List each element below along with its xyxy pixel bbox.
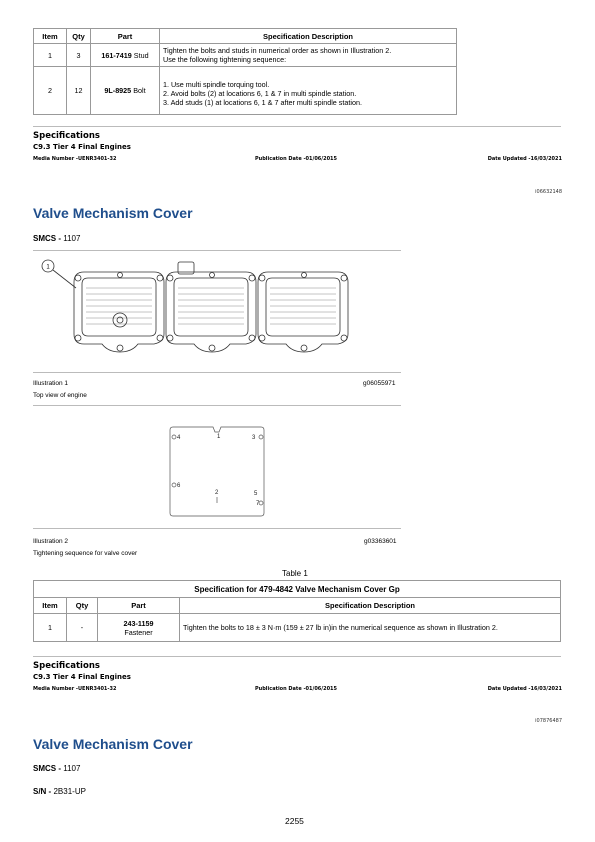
part-name: Fastener xyxy=(124,627,153,637)
col-header-description: Specification Description xyxy=(160,29,457,44)
part-number: 161-7419 xyxy=(101,50,132,60)
media-number: Media Number -UENR3401-32 xyxy=(33,156,117,162)
part-cell xyxy=(91,44,160,67)
col-header-qty: Qty xyxy=(67,598,98,614)
part-cell xyxy=(91,67,160,115)
smcs-code xyxy=(33,234,80,243)
qty-cell: 3 xyxy=(67,44,91,67)
illustration-code: g03363601 xyxy=(364,538,397,545)
cover-middle xyxy=(166,262,256,352)
description-cell: Tighten the bolts to 18 ± 3 N·m (159 ± 27 lb in)in the numerical sequence as shown in Illustration 2. xyxy=(180,614,561,642)
serial-number-range xyxy=(33,787,86,796)
publication-date: Publication Date -01/06/2015 xyxy=(255,156,338,162)
document-id: i06632148 xyxy=(535,189,562,195)
divider xyxy=(33,372,401,373)
section-heading: Valve Mechanism Cover xyxy=(33,736,193,752)
item-cell: 1 xyxy=(34,614,67,642)
description-cell xyxy=(160,67,457,115)
description-line: 1. Use multi spindle torquing tool. xyxy=(163,80,270,89)
publication-date: Publication Date -01/06/2015 xyxy=(255,686,338,692)
divider xyxy=(33,250,401,251)
media-number: Media Number -UENR3401-32 xyxy=(33,686,117,692)
sequence-number: 5 xyxy=(254,491,258,497)
section-heading: Valve Mechanism Cover xyxy=(33,205,193,221)
item-cell: 2 xyxy=(34,67,67,115)
table-row xyxy=(34,44,457,67)
specs-title: Specifications xyxy=(33,131,100,141)
page-number: 2255 xyxy=(285,816,304,826)
part-cell xyxy=(98,614,180,642)
cover-left xyxy=(74,272,164,352)
specs-subtitle: C9.3 Tier 4 Final Engines xyxy=(33,143,131,151)
table-caption: Table 1 xyxy=(282,569,308,578)
divider xyxy=(33,126,561,127)
spec-table-top xyxy=(33,28,457,115)
description-cell xyxy=(160,44,457,67)
table-title: Specification for 479-4842 Valve Mechanism Cover Gp xyxy=(34,581,561,598)
illustration-label: Illustration 1 xyxy=(33,380,69,387)
part-name: Stud xyxy=(133,50,149,60)
description-line: Tighten the bolts and studs in numerical order as shown in Illustration 2. xyxy=(163,46,392,55)
table-row xyxy=(34,67,457,115)
smcs-label: SMCS - xyxy=(33,764,61,773)
col-header-part: Part xyxy=(91,29,160,44)
sequence-number: 4 xyxy=(177,435,181,441)
cover-right xyxy=(258,272,348,352)
date-updated: Date Updated -16/03/2021 xyxy=(487,156,562,162)
illustration-label: Illustration 2 xyxy=(33,538,69,545)
description-line: 3. Add studs (1) at locations 6, 1 & 7 after multi spindle station. xyxy=(163,98,362,107)
illustration-caption: Tightening sequence for valve cover xyxy=(33,550,138,557)
smcs-value: 1107 xyxy=(63,234,81,243)
sequence-number: 1 xyxy=(217,434,221,440)
col-header-qty: Qty xyxy=(67,29,91,44)
item-cell: 1 xyxy=(34,44,67,67)
sequence-number: 7 xyxy=(256,501,260,507)
divider xyxy=(33,528,401,529)
sn-value: 2B31-UP xyxy=(53,787,86,796)
smcs-label: SMCS - xyxy=(33,234,61,243)
description-line: 2. Avoid bolts (2) at locations 6, 1 & 7 in multi spindle station. xyxy=(163,89,357,98)
qty-cell: 12 xyxy=(67,67,91,115)
specs-subtitle: C9.3 Tier 4 Final Engines xyxy=(33,673,131,681)
description-line: Use the following tightening sequence: xyxy=(163,55,287,64)
sn-label: S/N - xyxy=(33,787,52,796)
col-header-item: Item xyxy=(34,29,67,44)
date-updated: Date Updated -16/03/2021 xyxy=(487,686,562,692)
col-header-part: Part xyxy=(98,598,180,614)
document-id: i07876487 xyxy=(535,718,562,724)
divider xyxy=(33,405,401,406)
illustration-caption: Top view of engine xyxy=(33,392,87,399)
engine-top-view-illustration xyxy=(36,254,400,366)
smcs-value: 1107 xyxy=(63,764,81,773)
col-header-item: Item xyxy=(34,598,67,614)
sequence-number: 6 xyxy=(177,483,181,489)
tightening-sequence-illustration xyxy=(165,423,269,519)
qty-cell: - xyxy=(67,614,98,642)
callout-number: 1 xyxy=(46,264,50,271)
part-name: Bolt xyxy=(133,86,146,95)
table-row xyxy=(34,614,561,642)
part-number: 9L-8925 xyxy=(104,86,132,95)
part-number: 243-1159 xyxy=(123,618,154,628)
divider xyxy=(33,656,561,657)
sequence-number: 3 xyxy=(252,435,256,441)
col-header-description: Specification Description xyxy=(180,598,561,614)
sequence-number: 2 xyxy=(215,490,219,496)
specs-title: Specifications xyxy=(33,661,100,671)
illustration-code: g06055971 xyxy=(363,380,396,387)
spec-table-1 xyxy=(33,580,561,642)
smcs-code xyxy=(33,764,80,773)
